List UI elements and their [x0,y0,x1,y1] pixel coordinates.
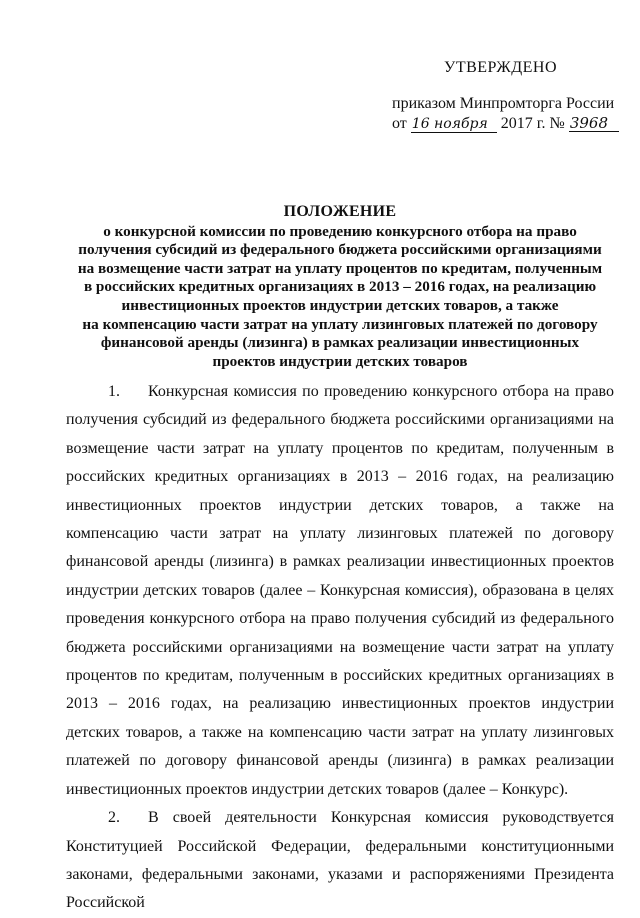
paragraph-text: Конкурсная комиссия по проведению конкурсного отбора на право получения субсидий из федерального бюджета российскими организациями на возмещение части затрат на уплату процентов по кредитам, полученным в российских кредитных организациях в 2013 – 2016 годах, на реализацию инвестиционных проектов индустрии детских товаров, а также на компенсацию части затрат на уплату лизинговых платежей по договору финансовой аренды (лизинга) в рамках реализации инвестиционных проектов индустрии детских товаров (далее – Конкурсная комиссия), образована в целях проведения конкурсного отбора на право получения субсидий из федерального бюджета российскими организациями на возмещение части затрат на уплату процентов по кредитам, полученным в российских кредитных организациях в 2013 – 2016 годах, на реализацию инвестиционных проектов индустрии детских товаров, а также на компенсацию части затрат на уплату лизинговых платежей по договору финансовой аренды (лизинга) в рамках реализации инвестиционных проектов индустрии детских товаров (далее – Конкурс). [66,383,614,798]
paragraph-number: 1. [108,383,120,400]
year-text: 2017 г. № [500,115,565,132]
title-line: инвестиционных проектов индустрии детских товаров, а также [121,296,559,314]
approval-block [392,58,632,134]
title-line: на возмещение части затрат на уплату процентов по кредитам, полученным [77,259,603,277]
handwritten-order-number: 3968 [569,115,619,132]
paragraph-2 [66,804,614,918]
title-line: на компенсацию части затрат на уплату лизинговых платежей по договору [82,315,598,333]
title-line: о конкурсной комиссии по проведению конкурсного отбора на право [103,222,577,240]
title-line: в российских кредитных организациях в 2013 – 2016 годах, на реализацию [83,278,597,296]
date-prefix: от [392,115,407,132]
title-line: финансовой аренды (лизинга) в рамках реализации инвестиционных [100,334,580,352]
title-heading: ПОЛОЖЕНИЕ [283,203,397,220]
paragraph-1 [66,378,614,804]
approval-date-line [392,114,632,134]
document-body [66,378,614,918]
title-line: получения субсидий из федерального бюджета российскими организациями [78,241,602,259]
approval-stamp: УТВЕРЖДЕНО [444,59,558,76]
document-title [62,203,618,371]
approval-order-line: приказом Минпромторга России [392,95,615,112]
paragraph-text: В своей деятельности Конкурсная комиссия руководствуется Конституцией Российской Федерации, федеральными конституционными законами, федеральными законами, указами и распоряжениями Президента Российской [66,809,614,912]
handwritten-date: 16 ноября [411,116,497,133]
title-line: проектов индустрии детских товаров [212,352,468,370]
paragraph-number: 2. [108,809,120,827]
